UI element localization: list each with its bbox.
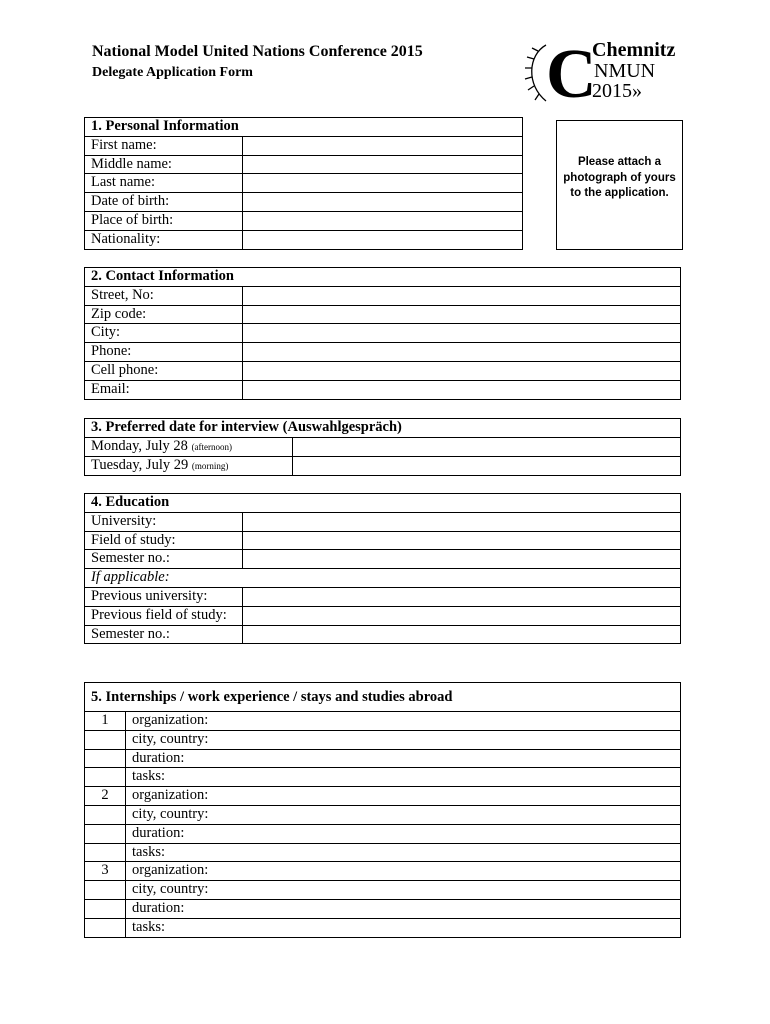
monday-choice-input[interactable]: [293, 437, 681, 456]
field-label: Last name:: [85, 174, 243, 193]
entry-number-cell: [85, 730, 126, 749]
entry-number: 1: [85, 712, 126, 731]
experience-field[interactable]: organization:: [126, 712, 681, 731]
field-label: Place of birth:: [85, 211, 243, 230]
experience-table: [84, 682, 681, 938]
middle-name-input[interactable]: [243, 155, 523, 174]
previous-university-input[interactable]: [243, 587, 681, 606]
field-label: University:: [85, 512, 243, 531]
field-label: Nationality:: [85, 230, 243, 249]
field-label: Street, No:: [85, 286, 243, 305]
entry-number-cell: [85, 749, 126, 768]
experience-field[interactable]: city, country:: [126, 881, 681, 900]
experience-field[interactable]: city, country:: [126, 730, 681, 749]
semester-input[interactable]: [243, 550, 681, 569]
field-label: Middle name:: [85, 155, 243, 174]
form-title: National Model United Nations Conference 2015: [92, 43, 423, 60]
experience-field[interactable]: duration:: [126, 899, 681, 918]
education-table: [84, 493, 681, 644]
section-heading: 1. Personal Information: [85, 118, 523, 137]
entry-number-cell: [85, 843, 126, 862]
entry-number-cell: [85, 899, 126, 918]
laurel-icon: [525, 45, 546, 101]
field-label: Semester no.:: [85, 550, 243, 569]
section-heading: 5. Internships / work experience / stays and studies abroad: [85, 683, 681, 712]
entry-number-cell: [85, 918, 126, 937]
logo-line1: Chemnitz: [592, 39, 676, 61]
cell-phone-input[interactable]: [243, 361, 681, 380]
personal-info-table: [84, 117, 523, 250]
contact-info-table: [84, 267, 681, 400]
experience-field[interactable]: tasks:: [126, 843, 681, 862]
last-name-input[interactable]: [243, 174, 523, 193]
entry-number: 2: [85, 787, 126, 806]
phone-input[interactable]: [243, 343, 681, 362]
first-name-input[interactable]: [243, 136, 523, 155]
field-label: First name:: [85, 136, 243, 155]
street-input[interactable]: [243, 286, 681, 305]
field-of-study-input[interactable]: [243, 531, 681, 550]
date-of-birth-input[interactable]: [243, 193, 523, 212]
place-of-birth-input[interactable]: [243, 211, 523, 230]
section-heading: 3. Preferred date for interview (Auswahlgespräch): [85, 419, 681, 438]
field-label: City:: [85, 324, 243, 343]
chemnitz-nmun-logo: [524, 37, 684, 105]
entry-number-cell: [85, 805, 126, 824]
photo-box[interactable]: [556, 120, 683, 250]
if-applicable-label: If applicable:: [85, 569, 681, 588]
interview-option-label: Monday, July 28 (afternoon): [85, 437, 293, 456]
svg-text:C: C: [546, 37, 597, 105]
city-input[interactable]: [243, 324, 681, 343]
experience-field[interactable]: tasks:: [126, 768, 681, 787]
interview-date-table: [84, 418, 681, 476]
tuesday-choice-input[interactable]: [293, 456, 681, 475]
experience-field[interactable]: duration:: [126, 749, 681, 768]
email-input[interactable]: [243, 380, 681, 399]
field-label: Zip code:: [85, 305, 243, 324]
section-heading: 2. Contact Information: [85, 268, 681, 287]
experience-field[interactable]: duration:: [126, 824, 681, 843]
field-label: Field of study:: [85, 531, 243, 550]
nationality-input[interactable]: [243, 230, 523, 249]
university-input[interactable]: [243, 512, 681, 531]
field-label: Previous university:: [85, 587, 243, 606]
experience-field[interactable]: organization:: [126, 862, 681, 881]
form-subtitle: Delegate Application Form: [92, 65, 253, 80]
section-heading: 4. Education: [85, 494, 681, 513]
interview-option-label: Tuesday, July 29 (morning): [85, 456, 293, 475]
experience-field[interactable]: organization:: [126, 787, 681, 806]
entry-number-cell: [85, 881, 126, 900]
field-label: Cell phone:: [85, 361, 243, 380]
field-label: Semester no.:: [85, 625, 243, 644]
experience-field[interactable]: tasks:: [126, 918, 681, 937]
logo-line3: 2015»: [592, 80, 642, 102]
previous-field-of-study-input[interactable]: [243, 606, 681, 625]
photo-note: Please attach a photograph of yours to the application.: [563, 156, 676, 199]
field-label: Email:: [85, 380, 243, 399]
experience-field[interactable]: city, country:: [126, 805, 681, 824]
zip-code-input[interactable]: [243, 305, 681, 324]
logo-line2: NMUN: [594, 60, 656, 82]
field-label: Date of birth:: [85, 193, 243, 212]
field-label: Phone:: [85, 343, 243, 362]
field-label: Previous field of study:: [85, 606, 243, 625]
entry-number-cell: [85, 824, 126, 843]
entry-number-cell: [85, 768, 126, 787]
previous-semester-input[interactable]: [243, 625, 681, 644]
entry-number: 3: [85, 862, 126, 881]
